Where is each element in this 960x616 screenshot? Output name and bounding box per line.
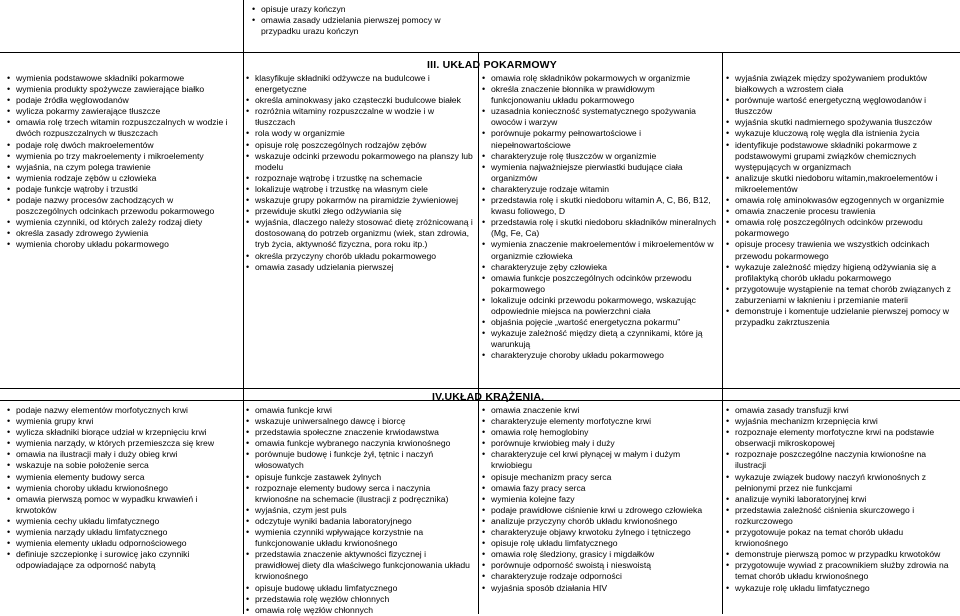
list-item: • przygotowuje wywiad z pracownikiem służby zdrowia na temat chorób układu krwionośnego bbox=[725, 560, 957, 582]
list-item: • opisuje rolę poszczególnych rodzajów zębów bbox=[245, 140, 473, 151]
col-divider-3 bbox=[722, 52, 723, 614]
list-item: • przedstawia znaczenie aktywności fizycznej i prawidłowej diety dla właściwego funkcjonowania układu krwionośnego bbox=[245, 549, 473, 582]
list-item: • porównuje wartość energetyczną węglowodanów i tłuszczów bbox=[725, 95, 957, 117]
s3-column-2 bbox=[245, 73, 473, 273]
table-rule-top bbox=[0, 52, 960, 53]
list-item: • podaje rolę dwóch makroelementów bbox=[6, 140, 234, 151]
list-item: • przewiduje skutki złego odżywiania się bbox=[245, 206, 473, 217]
list-item: • omawia funkcje wybranego naczynia krwionośnego bbox=[245, 438, 473, 449]
list-item: • wyjaśnia, na czym polega trawienie bbox=[6, 162, 234, 173]
list-item: • omawia rolę węzłów chłonnych bbox=[245, 605, 473, 616]
list-item: • objaśnia pojęcie „wartość energetyczna pokarmu” bbox=[481, 317, 716, 328]
s4-column-1 bbox=[6, 405, 234, 571]
list-item: • odczytuje wyniki badania laboratoryjnego bbox=[245, 516, 473, 527]
table-rule-mid bbox=[0, 388, 960, 389]
list-item: • omawia fazy pracy serca bbox=[481, 483, 716, 494]
list-item: • analizuje wyniki laboratoryjnej krwi bbox=[725, 494, 957, 505]
list-item: • opisuje procesy trawienia we wszystkich odcinkach przewodu pokarmowego bbox=[725, 239, 957, 261]
section-title-digestive: III. UKŁAD POKARMOWY bbox=[427, 59, 557, 71]
list-item: • demonstruje pierwszą pomoc w przypadku krwotoków bbox=[725, 549, 957, 560]
list-item: • analizuje przyczyny chorób układu krwionośnego bbox=[481, 516, 716, 527]
s4-column-3 bbox=[481, 405, 716, 594]
list-item: • uzasadnia konieczność systematycznego spożywania owoców i warzyw bbox=[481, 106, 716, 128]
s3-column-4 bbox=[725, 73, 957, 328]
list-item: • wymienia cechy układu limfatycznego bbox=[6, 516, 234, 527]
list-item: • przedstawia rolę i skutki niedoboru witamin A, C, B6, B12, kwasu foliowego, D bbox=[481, 195, 716, 217]
list-item: • wymienia choroby układu pokarmowego bbox=[6, 239, 234, 250]
list-item: • wyjaśnia, dlaczego należy stosować dietę zróżnicowaną i dostosowaną do potrzeb organizmu (wiek, stan zdrowia, tryb życia, aktywność fizyczna, pora roku itp.) bbox=[245, 217, 473, 250]
list-item: • wylicza pokarmy zawierające tłuszcze bbox=[6, 106, 234, 117]
list-item: • omawia zasady transfuzji krwi bbox=[725, 405, 957, 416]
list-item: • określa aminokwasy jako cząsteczki budulcowe białek bbox=[245, 95, 473, 106]
list-item: • wykazuje kluczową rolę węgla dla istnienia życia bbox=[725, 128, 957, 139]
list-item: • wyjaśnia związek między spożywaniem produktów białkowych a wzrostem ciała bbox=[725, 73, 957, 95]
list-item: • opisuje mechanizm pracy serca bbox=[481, 472, 716, 483]
list-item: • opisuje budowę układu limfatycznego bbox=[245, 583, 473, 594]
list-item: • wyjaśnia mechanizm krzepnięcia krwi bbox=[725, 416, 957, 427]
list-item: • podaje nazwy elementów morfotycznych krwi bbox=[6, 405, 234, 416]
list-item: • charakteryzuje elementy morfotyczne krwi bbox=[481, 416, 716, 427]
s4-column-2 bbox=[245, 405, 473, 616]
list-item: • wymienia znaczenie makroelementów i mikroelementów w organizmie człowieka bbox=[481, 239, 716, 261]
list-item: • wymienia rodzaje zębów u człowieka bbox=[6, 173, 234, 184]
list-item: • rozpoznaje elementy morfotyczne krwi na podstawie obserwacji mikroskopowej bbox=[725, 427, 957, 449]
list-item: • lokalizuje odcinki przewodu pokarmowego, wskazując odpowiednie miejsca na powierzchni ciała bbox=[481, 295, 716, 317]
list-item: • opisuje funkcje zastawek żylnych bbox=[245, 472, 473, 483]
list-item: • wymienia narządy układu limfatycznego bbox=[6, 527, 234, 538]
list-item: • charakteryzuje choroby układu pokarmowego bbox=[481, 350, 716, 361]
list-item: • omawia rolę poszczególnych odcinków przewodu pokarmowego bbox=[725, 217, 957, 239]
list-item: • wymienia kolejne fazy bbox=[481, 494, 716, 505]
list-item: • przedstawia rolę i skutki niedoboru składników mineralnych (Mg, Fe, Ca) bbox=[481, 217, 716, 239]
list-item: • wymienia najważniejsze pierwiastki budujące ciała organizmów bbox=[481, 162, 716, 184]
list-item: • wymienia podstawowe składniki pokarmowe bbox=[6, 73, 234, 84]
list-item: • określa znaczenie błonnika w prawidłowym funkcjonowaniu układu pokarmowego bbox=[481, 84, 716, 106]
top-cell-list bbox=[251, 4, 466, 37]
list-item: • wyjaśnia, czym jest puls bbox=[245, 505, 473, 516]
list-item: • charakteryzuje rolę tłuszczów w organizmie bbox=[481, 151, 716, 162]
list-item: • podaje prawidłowe ciśnienie krwi u zdrowego człowieka bbox=[481, 505, 716, 516]
list-item: • identyfikuje podstawowe składniki pokarmowe z podstawowymi grupami związków chemicznych występujących w organizmach bbox=[725, 140, 957, 173]
list-item: • przedstawia zależność ciśnienia skurczowego i rozkurczowego bbox=[725, 505, 957, 527]
list-item: • wykazuje zależność między dietą a czynnikami, które ją warunkują bbox=[481, 328, 716, 350]
list-item: • podaje źródła węglowodanów bbox=[6, 95, 234, 106]
list-item: • charakteryzuje rodzaje witamin bbox=[481, 184, 716, 195]
list-item: • podaje nazwy procesów zachodzących w poszczególnych odcinkach przewodu pokarmowego bbox=[6, 195, 234, 217]
list-item: • wskazuje grupy pokarmów na piramidzie żywieniowej bbox=[245, 195, 473, 206]
list-item: • charakteryzuje zęby człowieka bbox=[481, 262, 716, 273]
list-item: • wylicza składniki biorące udział w krzepnięciu krwi bbox=[6, 427, 234, 438]
s3-column-1 bbox=[6, 73, 234, 251]
list-item: • klasyfikuje składniki odżywcze na budulcowe i energetyczne bbox=[245, 73, 473, 95]
list-item: • wymienia elementy budowy serca bbox=[6, 472, 234, 483]
col-divider-2 bbox=[478, 52, 479, 614]
list-item: • opisuje rolę układu limfatycznego bbox=[481, 538, 716, 549]
list-item: • porównuje krwiobieg mały i duży bbox=[481, 438, 716, 449]
list-item: • wykazuje zależność między higieną odżywiania się a profilaktyką chorób układu pokarmowego bbox=[725, 262, 957, 284]
list-item: • wymienia choroby układu krwionośnego bbox=[6, 483, 234, 494]
list-item: • określa zasady zdrowego żywienia bbox=[6, 228, 234, 239]
list-item: • wymienia po trzy makroelementy i mikroelementy bbox=[6, 151, 234, 162]
list-item: • wymienia elementy układu odpornościowego bbox=[6, 538, 234, 549]
list-item: • definiuje szczepionkę i surowicę jako czynniki odpowiadające za odporność nabytą bbox=[6, 549, 234, 571]
list-item: • omawia rolę trzech witamin rozpuszczalnych w wodzie i dwóch rozpuszczalnych w tłuszczach bbox=[6, 117, 234, 139]
list-item: • rozpoznaje poszczególne naczynia krwionośne na ilustracji bbox=[725, 449, 957, 471]
list-item: • rozpoznaje elementy budowy serca i naczynia krwionośne na schemacie (ilustracji z podręcznika) bbox=[245, 483, 473, 505]
list-item: • charakteryzuje rodzaje odporności bbox=[481, 571, 716, 582]
section-title-circulatory: IV.UKŁAD KRĄŻENIA. bbox=[432, 391, 545, 403]
list-item: • omawia pierwszą pomoc w wypadku krwawień i krwotoków bbox=[6, 494, 234, 516]
list-item: • porównuje pokarmy pełnowartościowe i niepełnowartościowe bbox=[481, 128, 716, 150]
list-item: • wymienia grupy krwi bbox=[6, 416, 234, 427]
list-item: • porównuje budowę i funkcje żył, tętnic i naczyń włosowatych bbox=[245, 449, 473, 471]
list-item: • omawia znaczenie krwi bbox=[481, 405, 716, 416]
list-item: • wymienia czynniki wpływające korzystnie na funkcjonowanie układu krwionośnego bbox=[245, 527, 473, 549]
list-item: • wskazuje na sobie położenie serca bbox=[6, 460, 234, 471]
list-item: • omawia rolę składników pokarmowych w organizmie bbox=[481, 73, 716, 84]
list-item: • omawia funkcje krwi bbox=[245, 405, 473, 416]
list-item: • wykazuje związek budowy naczyń krwionośnych z pełnionymi przez nie funkcjami bbox=[725, 472, 957, 494]
list-item: • demonstruje i komentuje udzielanie pierwszej pomocy w przypadku zakrztuszenia bbox=[725, 306, 957, 328]
list-item: • omawia na ilustracji mały i duży obieg krwi bbox=[6, 449, 234, 460]
list-item: • omawia rolę hemoglobiny bbox=[481, 427, 716, 438]
list-item: • rola wody w organizmie bbox=[245, 128, 473, 139]
s3-column-3 bbox=[481, 73, 716, 361]
list-item: • wyjaśnia skutki nadmiernego spożywania tłuszczów bbox=[725, 117, 957, 128]
list-item: • wymienia narządy, w których przemieszcza się krew bbox=[6, 438, 234, 449]
list-item: • omawia funkcje poszczególnych odcinków przewodu pokarmowego bbox=[481, 273, 716, 295]
list-item: • charakteryzuje objawy krwotoku żylnego i tętniczego bbox=[481, 527, 716, 538]
list-item: • przygotowuje wystąpienie na temat chorób związanych z zaburzeniami w łaknieniu i przemianie materii bbox=[725, 284, 957, 306]
list-item: • omawia rolę śledziony, grasicy i migdałków bbox=[481, 549, 716, 560]
list-item: • przedstawia społeczne znaczenie krwiodawstwa bbox=[245, 427, 473, 438]
list-item: • wykazuje rolę układu limfatycznego bbox=[725, 583, 957, 594]
list-item: • przedstawia rolę węzłów chłonnych bbox=[245, 594, 473, 605]
list-item: • omawia zasady udzielania pierwszej bbox=[245, 262, 473, 273]
list-item: • omawia znaczenie procesu trawienia bbox=[725, 206, 957, 217]
list-item: • charakteryzuje cel krwi płynącej w małym i dużym krwiobiegu bbox=[481, 449, 716, 471]
list-item: • przygotowuje pokaz na temat chorób układu krwionośnego bbox=[725, 527, 957, 549]
list-item: • określa przyczyny chorób układu pokarmowego bbox=[245, 251, 473, 262]
list-item: • opisuje urazy kończyn bbox=[251, 4, 466, 15]
list-item: • wskazuje odcinki przewodu pokarmowego na planszy lub modelu bbox=[245, 151, 473, 173]
list-item: • wskazuje uniwersalnego dawcę i biorcę bbox=[245, 416, 473, 427]
list-item: • omawia rolę aminokwasów egzogennych w organizmie bbox=[725, 195, 957, 206]
s4-column-4 bbox=[725, 405, 957, 594]
list-item: • podaje funkcje wątroby i trzustki bbox=[6, 184, 234, 195]
list-item: • omawia zasady udzielania pierwszej pomocy w przypadku urazu kończyn bbox=[251, 15, 466, 37]
list-item: • porównuje odporność swoistą i nieswoistą bbox=[481, 560, 716, 571]
list-item: • wymienia produkty spożywcze zawierające białko bbox=[6, 84, 234, 95]
list-item: • wyjaśnia sposób działania HIV bbox=[481, 583, 716, 594]
col-divider-1 bbox=[243, 0, 244, 614]
list-item: • wymienia czynniki, od których zależy rodzaj diety bbox=[6, 217, 234, 228]
list-item: • rozpoznaje wątrobę i trzustkę na schemacie bbox=[245, 173, 473, 184]
list-item: • rozróżnia witaminy rozpuszczalne w wodzie i w tłuszczach bbox=[245, 106, 473, 128]
list-item: • lokalizuje wątrobę i trzustkę na własnym ciele bbox=[245, 184, 473, 195]
list-item: • analizuje skutki niedoboru witamin,makroelementów i mikroelementów bbox=[725, 173, 957, 195]
